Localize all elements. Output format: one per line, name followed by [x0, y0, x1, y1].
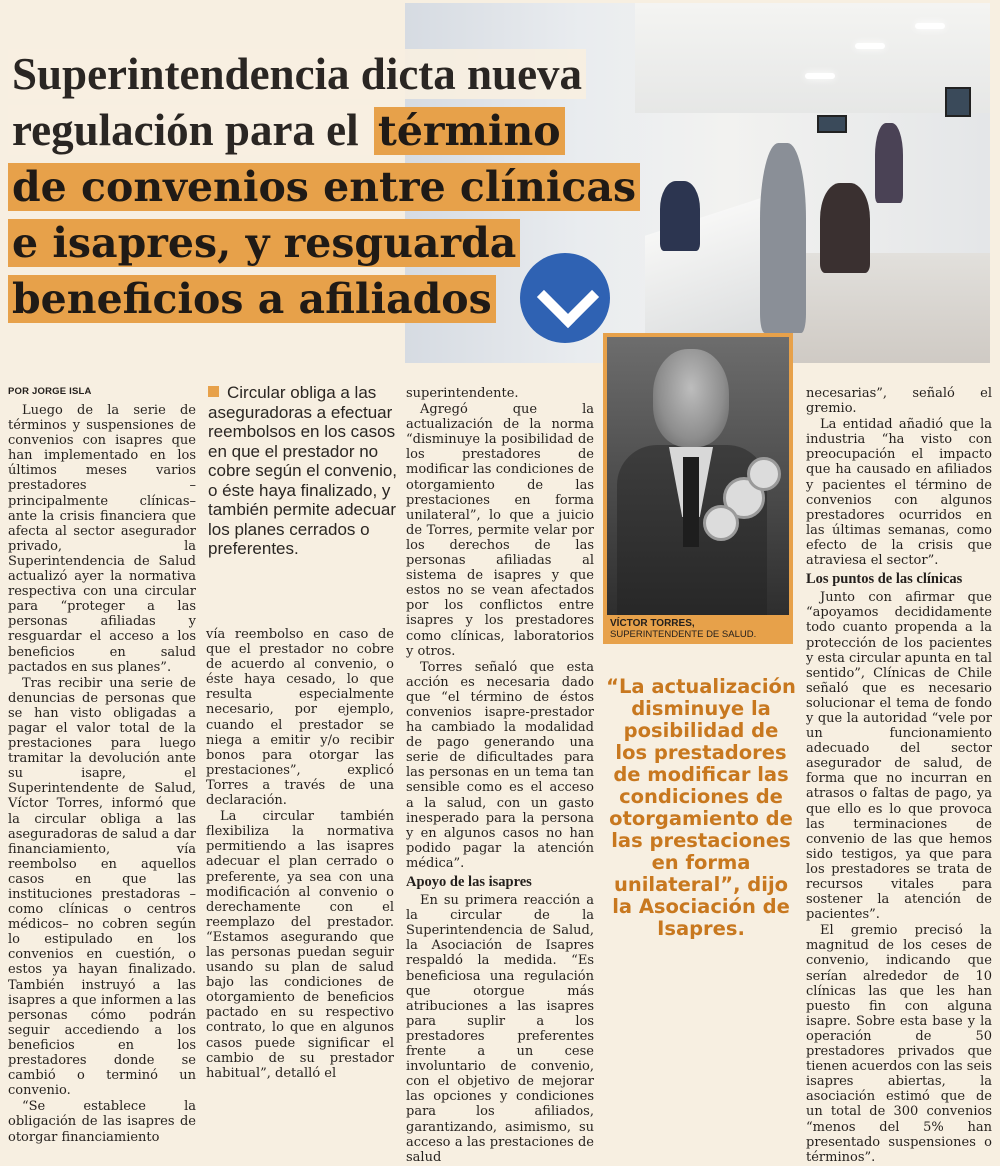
- headline-line-3: de convenios entre clínicas: [8, 163, 640, 211]
- headline-line-1: Superintendencia dicta nueva: [8, 49, 586, 99]
- paragraph: “Se establece la obligación de las isapres de otorgar financiamiento: [8, 1099, 196, 1145]
- pull-quote-text: “La actualización disminuye la posibilidad de los prestadores de modificar las condiciones de otorgamiento de las prestaciones en forma unilateral”,: [606, 675, 796, 896]
- paragraph: necesarias”, señaló el gremio.: [806, 386, 992, 417]
- microphone-icon: [747, 457, 781, 491]
- headline-line-4: e isapres, y resguarda: [8, 219, 520, 267]
- paragraph: Tras recibir una serie de denuncias de personas que se han visto obligadas a pagar el valor total de la prestaciones para luego tramitar la devolución ante su isapre, el Superintendente de Salud, Víctor Torres, informó que la circular obliga a las aseguradoras de salud a dar financiamiento, vía reembolso en aquellos casos en que las instituciones prestadoras –como clínicas o centros médicos– no cobren según lo estipulado en los convenios en cuestión, o estos ya hayan finalizado. También instruyó a las isapres a que informen a las personas cómo podrán seguir accediendo a los beneficios en los prestadores donde se cambió o terminó un convenio.: [8, 675, 196, 1099]
- byline: POR JORGE ISLA: [8, 386, 92, 397]
- photo-person: [820, 183, 870, 273]
- summary-text: Circular obliga a las aseguradoras a efectuar reembolsos en los casos en que el prestador no cobre según el convenio, o éste haya finalizado, y también permite adecuar los planes cerrados o preferentes.: [208, 383, 398, 558]
- caption-role: SUPERINTENDENTE DE SALUD.: [610, 629, 757, 640]
- paragraph: Junto con afirmar que “apoyamos decididamente todo cuanto propenda a la protección de los pacientes y esta circular apunta en tal sentido”, Clínicas de Chile señaló que es necesario solucionar el tema de fondo y que la autoridad “vele por un funcionamiento adecuado del sector asegurador de salud, de forma que no incurran en atrasos o faltas de pago, ya que ello es lo que provoca las terminaciones de convenio de las que hemos sido testigos, ya que para los prestadores se trata de recursos vitales para sostener la atención de pacientes”.: [806, 590, 992, 923]
- column-4: [806, 386, 992, 1166]
- pull-quote: [605, 676, 797, 940]
- paragraph: La entidad añadió que la industria “ha visto con preocupación el impacto que ha causado en afiliados y pacientes el término de convenios con algunos prestadores ocurridos en las últimas semanas, como efecto de la crisis que atraviesa el sector”.: [806, 417, 992, 569]
- photo-person: [875, 123, 903, 203]
- pull-quote-attribution: dijo la Asociación de Isapres.: [612, 873, 790, 940]
- wall-screen: [945, 87, 971, 117]
- portrait-head: [653, 349, 729, 447]
- paragraph: En su primera reacción a la circular de la Superintendencia de Salud, la Asociación de Isapres respaldó la medida. “Es beneficiosa una regulación que otorgue más atribuciones a las isapres para suplir a los prestadores preferentes frente a un cese involuntario de convenio, con el objetivo de mejorar las opciones y condiciones para los afiliados, garantizando, asimismo, su acceso a las prestaciones de salud: [406, 893, 594, 1165]
- square-bullet-icon: [208, 386, 219, 397]
- headline: [8, 46, 708, 326]
- headline-line-2-highlight: término: [374, 107, 565, 155]
- microphone-icon: [703, 505, 739, 541]
- wall-screen: [817, 115, 847, 133]
- portrait-photo: [607, 337, 789, 615]
- caption-name: VÍCTOR TORRES,: [610, 618, 695, 629]
- ceiling-light: [855, 43, 885, 49]
- summary-blurb: [208, 383, 398, 559]
- column-3: [406, 386, 594, 1166]
- photo-caption: [607, 615, 789, 642]
- paragraph: La circular también flexibiliza la normativa permitiendo a las isapres adecuar el plan cerrado o preferente, ya sea con una modificación al convenio o derechamente con el reemplazo del prestador. “Estamos asegurando que las personas puedan seguir usando su plan de salud bajo las condiciones de otorgamiento de beneficios pactado en su respectivo contrato, lo que en algunos casos puede significar el cambio de su prestador habitual”, detalló el: [206, 809, 394, 1081]
- paragraph: Torres señaló que esta acción es necesaria dado que “el término de éstos convenios isapre-prestador ha cambiado la modalidad de pago generando una serie de dificultades para las personas en un tema tan sensible como es el acceso a la salud, con un gasto inesperado para la persona y en algunos casos no han podido pagar la atención médica”.: [406, 659, 594, 871]
- ceiling-light: [915, 23, 945, 29]
- subheading: Los puntos de las clínicas: [806, 571, 963, 588]
- headline-line-2: regulación para el: [8, 105, 374, 155]
- column-2: [206, 627, 394, 1082]
- paragraph: Luego de la serie de términos y suspensiones de convenios con isapres que han implementado en los últimos meses varios prestadores –principalmente clínicas– ante la crisis financiera que afecta al sector asegurador privado, la Superintendencia de Salud actualizó ayer la normativa respectiva con una circular para “proteger a las personas afiliadas y resguardar el acceso a los beneficios en salud pactados en sus planes”.: [8, 403, 196, 675]
- paragraph: superintendente.: [406, 386, 519, 401]
- subheading: Apoyo de las isapres: [406, 874, 532, 890]
- column-1: [8, 403, 196, 1146]
- photo-person: [760, 143, 806, 333]
- headline-line-5: beneficios a afiliados: [8, 275, 496, 323]
- paragraph: vía reembolso en caso de que el prestador no cobre de acuerdo al convenio, o éste haya cesado, lo que resulta especialmente necesario, por ejemplo, cuando el prestador se niega a emitir y/o recibir bonos para otorgar las prestaciones”, explicó Torres a través de una declaración.: [206, 627, 394, 809]
- paragraph: El gremio precisó la magnitud de los ceses de convenio, indicando que serían alrededor de 10 clínicas las que les han puesto fin con alguna isapre. Sobre esta base y la operación de 50 prestadores privados que tienen acuerdos con las seis isapres abiertas, la asociación estimó que de un total de 300 convenios “menos del 5% han presentado suspensiones o términos”.: [806, 923, 992, 1165]
- portrait-tie: [683, 457, 699, 547]
- paragraph: Agregó que la actualización de la norma “disminuye la posibilidad de los prestadores de modificar las condiciones de otorgamiento de las prestaciones en forma unilateral”, lo que a juicio de Torres, permite velar por los derechos de las personas afiliadas al sistema de isapres y que estos no se vean afectados por los conflictos entre isapres y los prestadores como clínicas, laboratorios y otros.: [406, 402, 594, 659]
- ceiling-light: [805, 73, 835, 79]
